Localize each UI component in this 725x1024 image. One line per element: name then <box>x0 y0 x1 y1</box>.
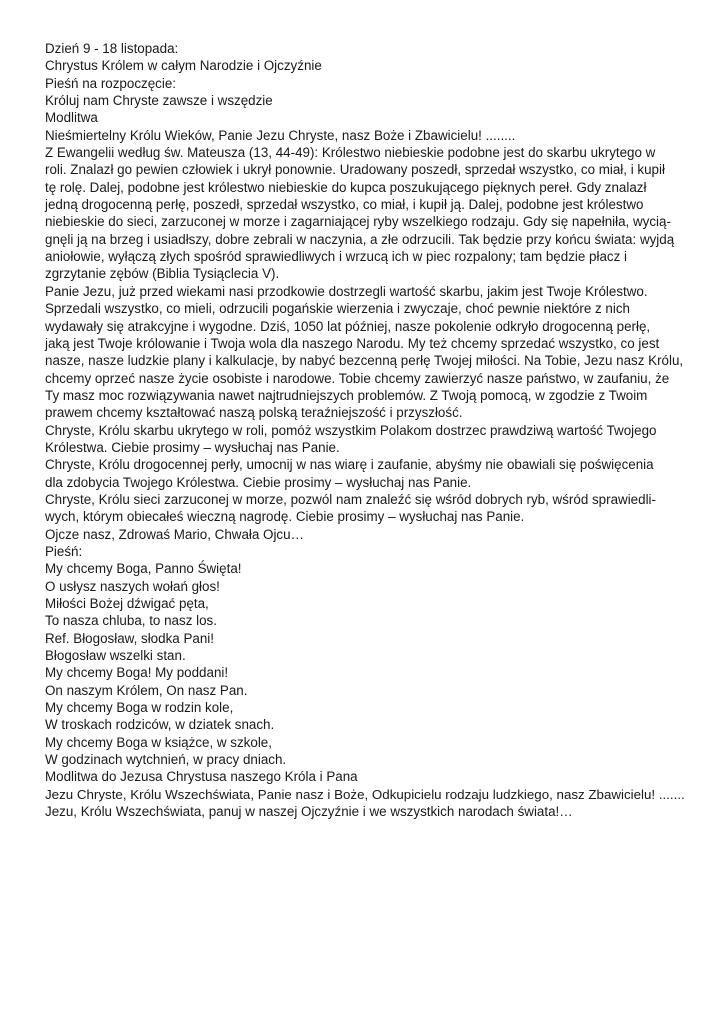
petition-line: Królestwa. Ciebie prosimy – wysłuchaj nas Panie. <box>45 439 340 455</box>
final-prayer-title: Modlitwa do Jezusa Chrystusa naszego Króla i Pana <box>45 769 358 785</box>
reflection-line: Sprzedali wszystko, co mieli, odrzucili pogańskie wierzenia i zwyczaje, choć pewnie niektóre z nich <box>45 301 630 317</box>
reflection-line: Panie Jezu, już przed wiekami nasi przodkowie dostrzegli wartość skarbu, jakim jest Twoje Królestwo. <box>45 283 648 299</box>
reflection-line: wydawały się atrakcyjne i wygodne. Dziś, 1050 lat później, nasze pokolenie odkryło drogocenną perłę, <box>45 318 651 334</box>
song-line: W troskach rodziców, w dziatek snach. <box>45 717 275 733</box>
reflection-line: Ty masz moc rozwiązywania nawet najtrudniejszych problemów. Z Twoją pomocą, w zgodzie z Twoim <box>45 387 648 403</box>
reflection-paragraph <box>45 283 685 422</box>
petition-line: dla zdobycia Twojego Królestwa. Ciebie prosimy – wysłuchaj nas Panie. <box>45 474 472 490</box>
song-line: O usłysz naszych wołań głos! <box>45 578 220 594</box>
petition-line: Chryste, Królu skarbu ukrytego w roli, pomóż wszystkim Polakom dostrzec prawdziwą wartość Twojego <box>45 422 657 438</box>
final-prayer-line: Jezu Chryste, Królu Wszechświata, Panie nasz i Boże, Odkupicielu rodzaju ludzkiego, nasz Zbawicielu! ....... <box>45 786 685 802</box>
reflection-line: nasze, nasze ludzkie plany i kalkulacje, by nabyć bezcenną perłę Twojej miłości. Na Tobie, Jezu nasz Królu, <box>45 353 684 369</box>
gospel-line: niebieskie do sieci, zarzuconej w morze i zagarniającej ryby wszelkiego rodzaju. Gdy się napełniła, wycią- <box>45 214 671 230</box>
song-line: Błogosław wszelki stan. <box>45 648 186 664</box>
final-prayer <box>45 768 685 820</box>
closing-prayers: Ojcze nasz, Zdrowaś Mario, Chwała Ojcu… <box>45 526 304 542</box>
song-line: My chcemy Boga w rodzin kole, <box>45 700 234 716</box>
day-title: Chrystus Królem w całym Narodzie i Ojczyźnie <box>45 58 322 74</box>
opening-song-label: Pieśń na rozpoczęcie: <box>45 75 177 91</box>
gospel-line: aniołowie, wyłączą złych spośród sprawiedliwych i wrzucą ich w piec rozpalony; tam będzie płacz i <box>45 249 627 265</box>
song-line: W godzinach wytchnień, w pracy dniach. <box>45 752 287 768</box>
song-line: Miłości Bożej dźwigać pęta, <box>45 596 209 611</box>
petition-line: Chryste, Królu drogocennej perły, umocnij w nas wiarę i zaufanie, abyśmy nie obawiali się poświęcenia <box>45 457 654 473</box>
petition-line: Chryste, Królu sieci zarzuconej w morze, pozwól nam znaleźć się wśród dobrych ryb, wśród sprawiedli- <box>45 491 656 507</box>
gospel-reading <box>45 144 685 283</box>
final-prayer-line: Jezu, Królu Wszechświata, panuj w naszej Ojczyźnie i we wszystkich narodach świata!… <box>45 804 573 820</box>
song-label: Pieśń: <box>45 543 83 559</box>
gospel-line: gnęli ją na brzeg i usiadłszy, dobre zebrali w naczynia, a złe odrzucili. Tak będzie przy końcu świata: wyjdą <box>45 231 675 247</box>
prayer-label: Modlitwa <box>45 110 98 126</box>
song <box>45 543 685 768</box>
reflection-line: jaką jest Twoje królowanie i Twoja wola dla naszego Narodu. My też chcemy sprzedać wszystko, co jest <box>45 335 660 351</box>
song-line: To nasza chluba, to nasz los. <box>45 613 217 629</box>
reflection-line: prawem chcemy kształtować naszą polską teraźniejszość i przyszłość. <box>45 405 463 421</box>
document-page <box>45 40 685 820</box>
reflection-line: chcemy oprzeć nasze życie osobiste i narodowe. Tobie chcemy zawierzyć nasze państwo, w zaufaniu, że <box>45 370 670 386</box>
song-line: My chcemy Boga! My poddani! <box>45 665 229 681</box>
prayer-text: Nieśmiertelny Królu Wieków, Panie Jezu Chryste, nasz Boże i Zbawicielu! ........ <box>45 127 516 143</box>
gospel-line: tę rolę. Dalej, podobne jest królestwo niebieskie do kupca poszukującego pięknych pereł. Gdy znalazł <box>45 179 647 195</box>
gospel-line: jedną drogocenną perłę, poszedł, sprzedał wszystko, co miał, i kupił ją. Dalej, podobne jest królestwo <box>45 197 644 213</box>
gospel-line: roli. Znalazł go pewien człowiek i ukrył ponownie. Uradowany poszedł, sprzedał wszystko, co miał, i kupił <box>45 162 665 178</box>
song-line: My chcemy Boga, Panno Święta! <box>45 561 242 577</box>
petition-line: wych, którym obiecałeś wieczną nagrodę. Ciebie prosimy – wysłuchaj nas Panie. <box>45 509 525 525</box>
gospel-line: zgrzytanie zębów (Biblia Tysiąclecia V). <box>45 266 280 282</box>
petition-2 <box>45 456 685 491</box>
petition-1 <box>45 422 685 457</box>
song-line: Ref. Błogosław, słodka Pani! <box>45 630 214 646</box>
petition-3 <box>45 491 685 526</box>
opening-song-title: Króluj nam Chryste zawsze i wszędzie <box>45 93 273 109</box>
gospel-line: Z Ewangelii według św. Mateusza (13, 44-49): Królestwo niebieskie podobne jest do skarbu ukrytego w <box>45 145 656 161</box>
song-line: On naszym Królem, On nasz Pan. <box>45 682 248 698</box>
song-line: My chcemy Boga w książce, w szkole, <box>45 734 272 750</box>
date-heading: Dzień 9 - 18 listopada: <box>45 41 179 56</box>
